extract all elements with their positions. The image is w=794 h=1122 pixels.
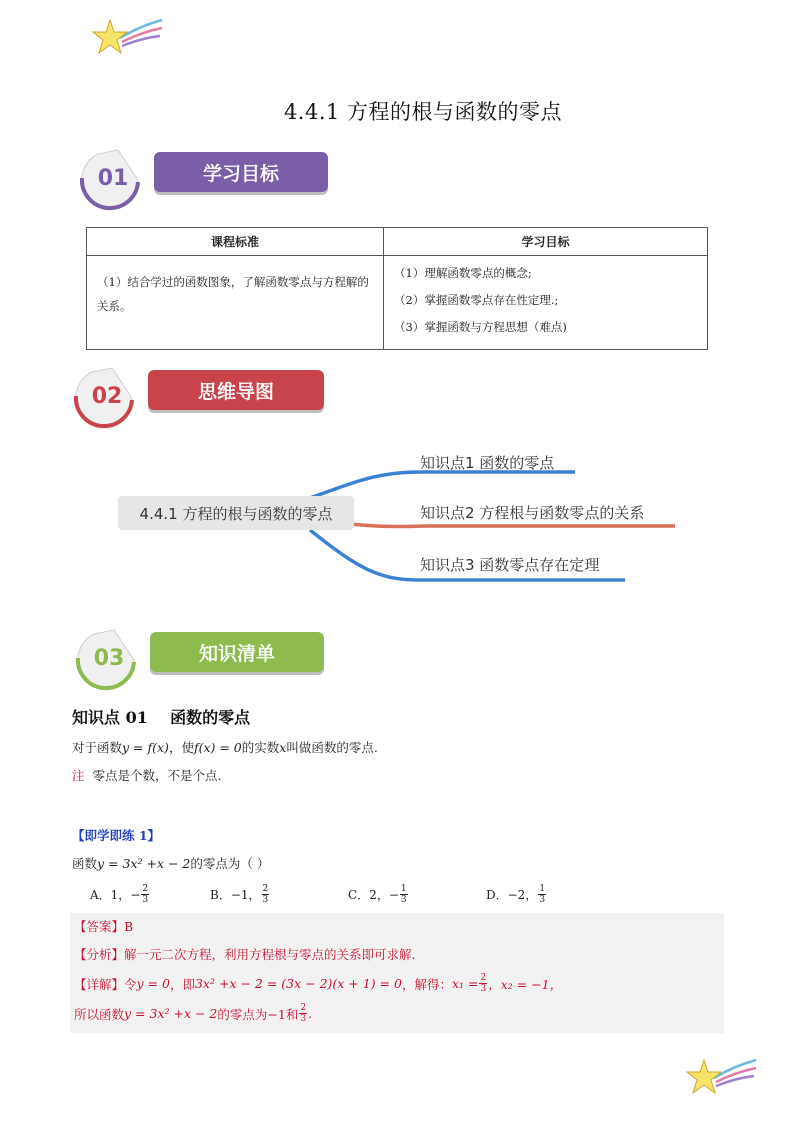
analysis-line: 【分析】解一元二次方程，利用方程根与零点的关系即可求解. — [74, 947, 416, 962]
option-c — [348, 884, 409, 905]
note-mark: 注 — [72, 768, 85, 783]
section-header-03 — [74, 628, 334, 692]
mind-map-node-1: 知识点1 函数的零点 — [420, 454, 555, 472]
goal-item: （3）掌握函数与方程思想（难点) — [394, 320, 567, 334]
text: 的零点为 — [217, 1006, 268, 1022]
text: ，即 — [169, 976, 195, 992]
knowledge-definition — [72, 738, 378, 756]
text: 的实数 — [241, 740, 280, 755]
option-key: A． — [90, 888, 111, 902]
numerator: 2 — [300, 1003, 307, 1013]
option-key: B． — [210, 888, 231, 902]
learning-goals-table — [86, 227, 708, 350]
numerator: 1 — [400, 884, 407, 894]
formula: x — [279, 740, 287, 755]
option-value: 2，− — [369, 888, 399, 902]
text: 叫做函数的零点. — [286, 740, 378, 755]
option-b — [210, 884, 270, 905]
shooting-star-icon — [92, 16, 164, 60]
denominator: 3 — [539, 895, 546, 905]
exercise-options — [90, 884, 690, 908]
denominator: 3 — [262, 895, 269, 905]
denominator: 3 — [400, 895, 407, 905]
text: ，解得： — [401, 976, 452, 992]
fraction — [479, 973, 487, 994]
numerator: 2 — [142, 884, 149, 894]
numerator: 1 — [539, 884, 546, 894]
section-number: 02 — [91, 384, 123, 409]
denominator: 3 — [300, 1014, 307, 1024]
formula: y = 3x² +x − 2 — [124, 1006, 218, 1021]
denominator: 3 — [480, 984, 487, 994]
section-header-02 — [72, 366, 332, 430]
note-text: 零点是个数，不是个点. — [92, 768, 222, 783]
conclusion-line — [74, 1003, 312, 1024]
answer-line: 【答案】B — [74, 919, 134, 934]
numerator: 2 — [262, 884, 269, 894]
formula: y = f(x) — [122, 740, 169, 755]
text: 对于函数 — [72, 740, 123, 755]
text: 函数 — [72, 856, 98, 871]
text: 的零点为（ ） — [190, 856, 270, 871]
knowledge-note — [72, 766, 222, 784]
option-value: 1，− — [110, 888, 141, 902]
mind-map-root: 4.4.1 方程的根与函数的零点 — [118, 496, 354, 530]
formula: 3x² +x − 2 = (3x − 2)(x + 1) = 0 — [194, 976, 402, 991]
detail-line — [74, 973, 562, 994]
section-number: 03 — [93, 646, 125, 671]
option-value: −2， — [507, 888, 538, 902]
option-value: −1， — [230, 888, 261, 902]
fraction — [538, 884, 546, 905]
section-label: 学习目标 — [154, 152, 328, 192]
formula: y = 0 — [136, 976, 170, 991]
formula: f(x) = 0 — [193, 740, 242, 755]
option-d — [486, 884, 547, 905]
text: 所以函数 — [74, 1006, 125, 1022]
fraction — [262, 884, 270, 905]
formula: x₁ = — [451, 976, 479, 991]
text: . — [308, 1006, 313, 1021]
table-header-goals: 学习目标 — [384, 228, 708, 256]
option-key: C． — [348, 888, 370, 902]
text: ，使 — [168, 740, 194, 755]
formula: ，x₂ = −1， — [488, 976, 563, 992]
formula: y = 3x² +x − 2 — [97, 856, 191, 871]
mind-map-node-2: 知识点2 方程根与函数零点的关系 — [420, 504, 645, 522]
table-header-standard: 课程标准 — [87, 228, 384, 256]
section-number: 01 — [97, 166, 129, 191]
mind-map-node-3: 知识点3 函数零点存在定理 — [420, 556, 600, 574]
section-header-01 — [78, 148, 338, 212]
answer-box — [70, 913, 724, 1033]
learning-goals-cell — [384, 256, 708, 350]
document-title: 4.4.1 方程的根与函数的零点 — [283, 100, 563, 124]
option-key: D． — [486, 888, 508, 902]
text: −1和 — [267, 1006, 299, 1022]
goal-item: （2）掌握函数零点存在性定理.; — [394, 293, 559, 307]
fraction — [400, 884, 408, 905]
goal-item: （1）理解函数零点的概念; — [394, 266, 532, 280]
denominator: 3 — [142, 895, 149, 905]
option-a — [90, 884, 150, 905]
fraction — [141, 884, 149, 905]
course-standard-cell: （1）结合学过的函数图象，了解函数零点与方程解的关系。 — [87, 256, 384, 350]
text: 【详解】令 — [74, 976, 137, 992]
exercise-question — [72, 854, 269, 872]
fraction — [299, 1003, 307, 1024]
mind-map — [110, 440, 710, 600]
knowledge-point-title: 知识点 01 函数的零点 — [72, 708, 251, 727]
numerator: 2 — [480, 973, 487, 983]
section-label: 思维导图 — [148, 370, 324, 410]
shooting-star-icon — [686, 1056, 758, 1100]
section-label: 知识清单 — [150, 632, 324, 672]
exercise-tag: 【即学即练 1】 — [72, 828, 161, 843]
